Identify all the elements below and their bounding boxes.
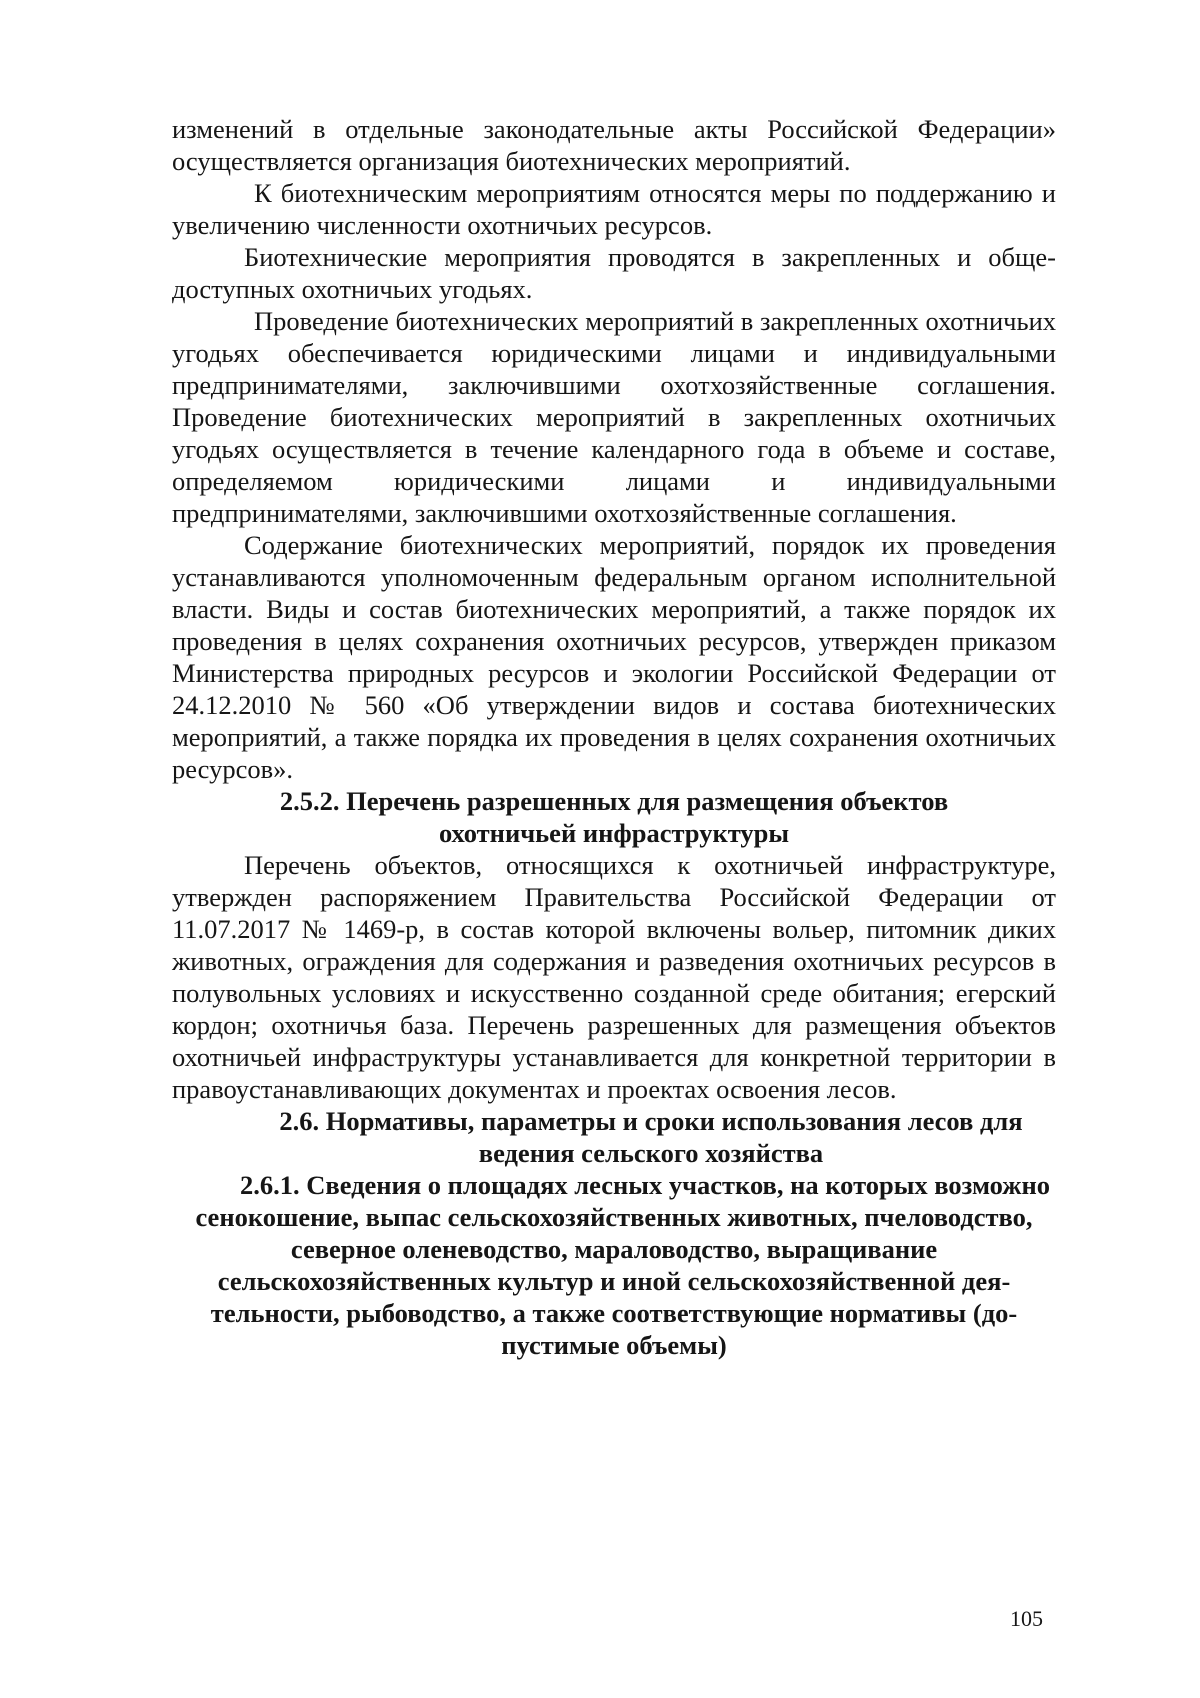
section-heading-2-6-1: 2.6.1. Сведения о площадях лесных участков, на которых возможно сенокошение, выпас сельскохозяйственных животных, пчеловодство, северное оленеводство, мараловодство, выращивание сельскохозяйственных культур и иной сельскохозяйственной деятельности, рыбоводство, а также соответствующие нормативы (допустимые объемы)	[195, 1170, 1050, 1360]
page-content	[172, 113, 1056, 1361]
paragraph-biotech-content: Содержание биотехнических мероприятий, порядок их проведения устанавливаются уполномоченным федеральным органом исполнительной власти. Виды и состав биотехнических мероприятий, а также порядок их проведения в целях сохранения охотничьих ресурсов, утвержден приказом Министерства природных ресурсов и экологии Российской Федерации от 24.12.2010 № 560 «Об утверждении видов и состава биотехнических мероприятий, а также порядка их проведения в целях сохранения охотничьих ресурсов».	[172, 530, 1056, 784]
paragraph-biotech-measures: К биотехническим мероприятиям относятся меры по поддержанию и увеличению численности охотничьих ресурсов.	[172, 178, 1056, 240]
page-number: 105	[1010, 1606, 1043, 1631]
section-heading-2-6: 2.6. Нормативы, параметры и сроки использования лесов для ведения сельского хозяйства	[279, 1106, 1023, 1168]
paragraph-biotech-implementation: Проведение биотехнических мероприятий в закрепленных охотничьих угодьях обеспечивается юридическими лицами и индивидуальными предпринимателями, заключившими охотхозяйственные соглашения. Проведение биотехнических мероприятий в закрепленных охотничьих угодьях осуществляется в течение календарного года в объеме и составе, определяемом юридическими лицами и индивидуальными предпринимателями, заключившими охотхозяйственные соглашения.	[172, 306, 1056, 528]
section-heading-2-5-2: 2.5.2. Перечень разрешенных для размещения объектов охотничьей инфраструктуры	[279, 786, 949, 848]
paragraph-infrastructure-list: Перечень объектов, относящихся к охотничьей инфраструктуре, утвержден распоряжением Правительства Российской Федерации от 11.07.2017 № 1469-р, в состав которой включены вольер, питомник диких животных, ограждения для содержания и разведения охотничьих ресурсов в полувольных условиях и искусственно созданной среде обитания; егерский кордон; охотничья база. Перечень разрешенных для размещения объектов охотничьей инфраструктуры устанавливается для конкретной территории в правоустанавливающих документах и проектах освоения лесов.	[172, 850, 1056, 1104]
paragraph-continuation: изменений в отдельные законодательные акты Российской Федерации» осуществляется организация биотехнических мероприятий.	[172, 114, 1056, 176]
paragraph-biotech-lands: Биотехнические мероприятия проводятся в закрепленных и общедоступных охотничьих угодьях.	[172, 242, 1056, 304]
